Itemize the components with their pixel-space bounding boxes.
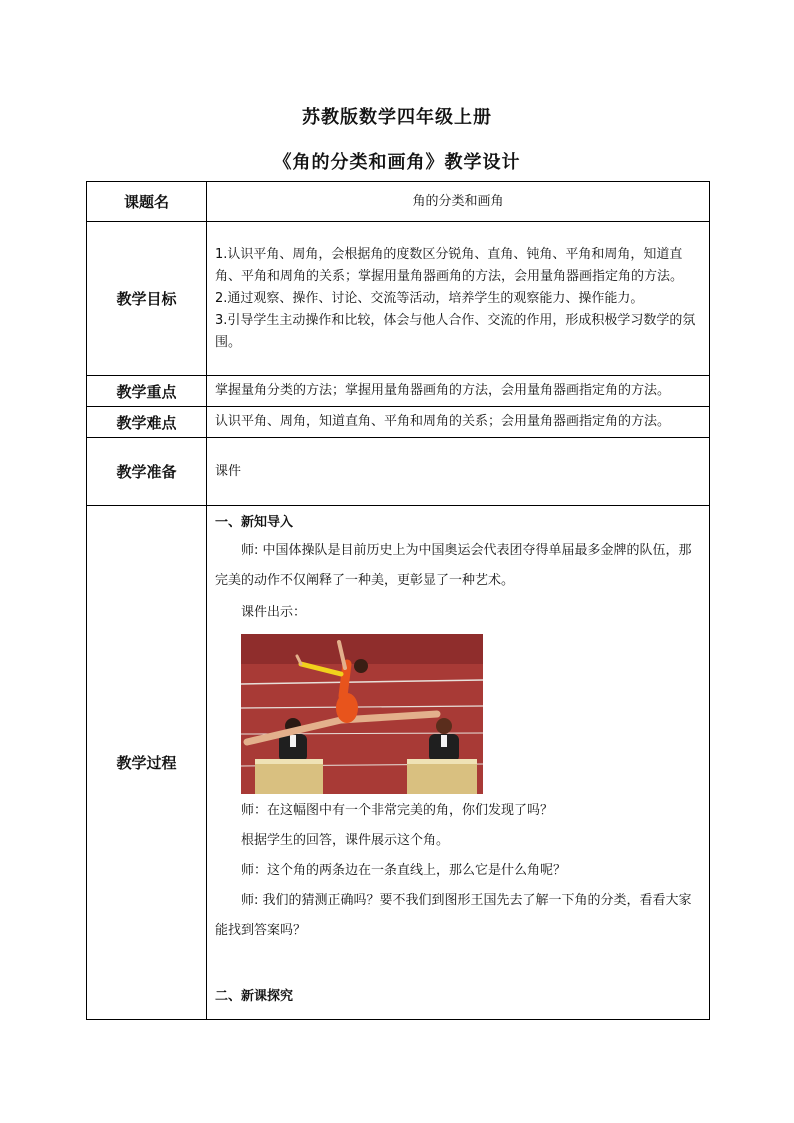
difficulties-value: 认识平角、周角，知道直角、平角和周角的关系；会用量角器画指定角的方法。: [207, 407, 710, 438]
paragraph: 课件出示：: [241, 605, 307, 620]
difficulties-label: 教学难点: [87, 407, 207, 438]
row-goals: [87, 222, 710, 376]
section-heading: 一、新知导入: [215, 515, 294, 530]
desk-right: [407, 759, 477, 794]
topic-value: 角的分类和画角: [207, 182, 710, 222]
paragraph: 师：在这幅图中有一个非常完美的角，你们发现了吗？: [241, 803, 554, 818]
goal-item: 2.通过观察、操作、讨论、交流等活动，培养学生的观察能力、操作能力。: [215, 290, 644, 306]
process-content: [207, 506, 710, 1020]
key-points-value: 掌握量角分类的方法；掌握用量角器画角的方法，会用量角器画指定角的方法。: [207, 376, 710, 407]
row-key-points: [87, 376, 710, 407]
preparation-label: 教学准备: [87, 438, 207, 506]
document-title: 苏教版数学四年级上册: [302, 107, 492, 128]
gymnast-photo: [241, 634, 483, 794]
paragraph: 根据学生的回答，课件展示这个角。: [241, 833, 450, 848]
paragraph: 师: 中国体操队是目前历史上为中国奥运会代表团夺得单届最多金牌的队伍，那完美的动作不仅阐释了一种美，更彰显了一种艺术。: [215, 543, 692, 588]
row-difficulties: [87, 407, 710, 438]
document-subtitle: 《角的分类和画角》教学设计: [273, 152, 521, 173]
key-points-label: 教学重点: [87, 376, 207, 407]
paragraph: 师: 我们的猜测正确吗？要不我们到图形王国先去了解一下角的分类，看看大家能找到答案吗？: [215, 893, 692, 938]
goals-content: [207, 222, 710, 376]
paragraph: 师：这个角的两条边在一条直线上，那么它是什么角呢？: [241, 863, 567, 878]
desk-left: [255, 759, 323, 794]
preparation-value: 课件: [207, 438, 710, 506]
lesson-plan-table: [86, 181, 710, 1020]
row-preparation: [87, 438, 710, 506]
goal-item: 1.认识平角、周角，会根据角的度数区分锐角、直角、钝角、平角和周角，知道直角、平角和周角的关系；掌握用量角器画角的方法，会用量角器画指定角的方法。: [215, 246, 684, 284]
goal-item: 3.引导学生主动操作和比较，体会与他人合作、交流的作用，形成积极学习数学的氛围。: [215, 312, 696, 350]
section-heading: 二、新课探究: [215, 989, 294, 1004]
goals-label: 教学目标: [87, 222, 207, 376]
process-label: 教学过程: [87, 506, 207, 1020]
row-topic: [87, 182, 710, 222]
topic-label: 课题名: [87, 182, 207, 222]
row-process: [87, 506, 710, 1020]
